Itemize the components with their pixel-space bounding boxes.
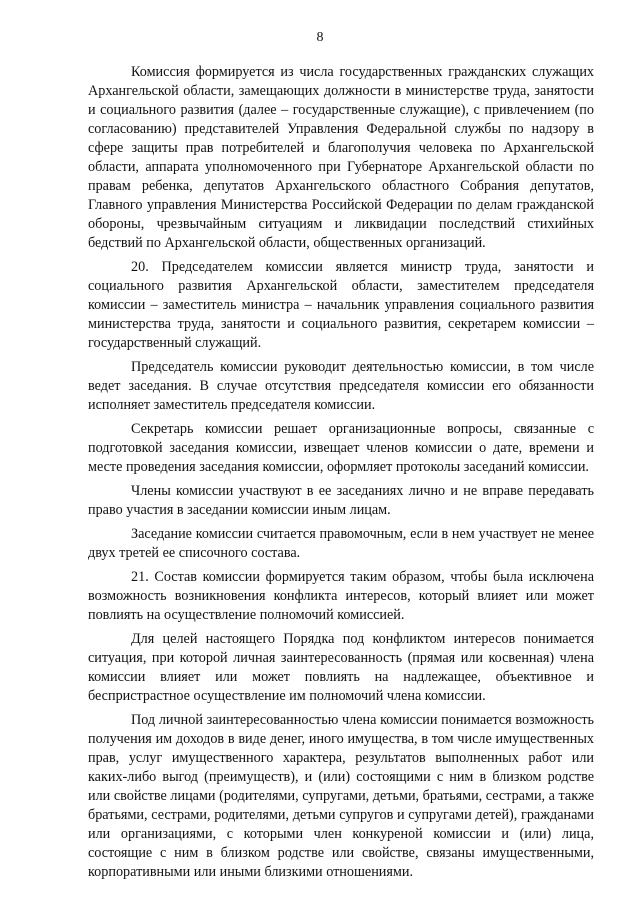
page-number: 8 bbox=[316, 30, 324, 45]
paragraph-commission-composition: Комиссия формируется из числа государственных гражданских служащих Архангельской области, замещающих должности в министерстве труда, занятости и социального развития (далее – государственные служащие), с привлечением (по согласованию) представителей Управления Федеральной службы по надзору в сфере защиты прав потребителей и благополучия человека по Архангельской области, аппарата уполномоченного при Губернаторе Архангельской области по правам ребенка, депутатов Архангельского областного Собрания депутатов, Главного управления Министерства Российской Федерации по делам гражданской обороны, чрезвычайным ситуациям и ликвидации последствий стихийных бедствий по Архангельской области, общественных организаций. bbox=[88, 64, 594, 251]
paragraph-chairman-duties: Председатель комиссии руководит деятельностью комиссии, в том числе ведет заседания. В случае отсутствия председателя комиссии его обязанности исполняет заместитель председателя комиссии. bbox=[88, 359, 594, 413]
paragraph-secretary-duties: Секретарь комиссии решает организационные вопросы, связанные с подготовкой заседания комиссии, извещает членов комиссии о дате, времени и месте проведения заседания комиссии, оформляет протоколы заседаний комиссии. bbox=[88, 421, 594, 475]
body-text bbox=[88, 63, 594, 887]
paragraph-members-participation: Члены комиссии участвуют в ее заседаниях лично и не вправе передавать право участия в заседании комиссии иным лицам. bbox=[88, 483, 594, 518]
paragraph-conflict-exclusion: 21. Состав комиссии формируется таким образом, чтобы была исключена возможность возникновения конфликта интересов, который влияет или может повлиять на осуществление полномочий комиссией. bbox=[88, 569, 594, 623]
paragraph-chairman: 20. Председателем комиссии является министр труда, занятости и социального развития Архангельской области, заместителем председателя комиссии – заместитель министра – начальник управления социального развития министерства труда, занятости и социального развития, секретарем комиссии – государственный служащий. bbox=[88, 259, 594, 351]
paragraph-personal-interest: Под личной заинтересованностью члена комиссии понимается возможность получения им доходов в виде денег, иного имущества, в том числе имущественных прав, услуг имущественного характера, результатов выполненных работ или каких-либо выгод (преимуществ), и (или) состоящими с ним в близком родстве или свойстве лицами (родителями, супругами, детьми, братьями, сестрами, а также братьями, сестрами, родителями, детьми супругов и супругами детей), гражданами или организациями, с которыми член конкуреной комиссии и (или) лица, состоящие с ним в близком родстве или свойстве, связаны имущественными, корпоративными или иными близкими отношениями. bbox=[88, 712, 594, 880]
paragraph-conflict-definition: Для целей настоящего Порядка под конфликтом интересов понимается ситуация, при которой личная заинтересованность (прямая или косвенная) члена комиссии влияет или может повлиять на надлежащее, объективное и беспристрастное осуществление им полномочий члена комиссии. bbox=[88, 631, 594, 704]
paragraph-quorum: Заседание комиссии считается правомочным, если в нем участвует не менее двух третей ее списочного состава. bbox=[88, 526, 594, 561]
